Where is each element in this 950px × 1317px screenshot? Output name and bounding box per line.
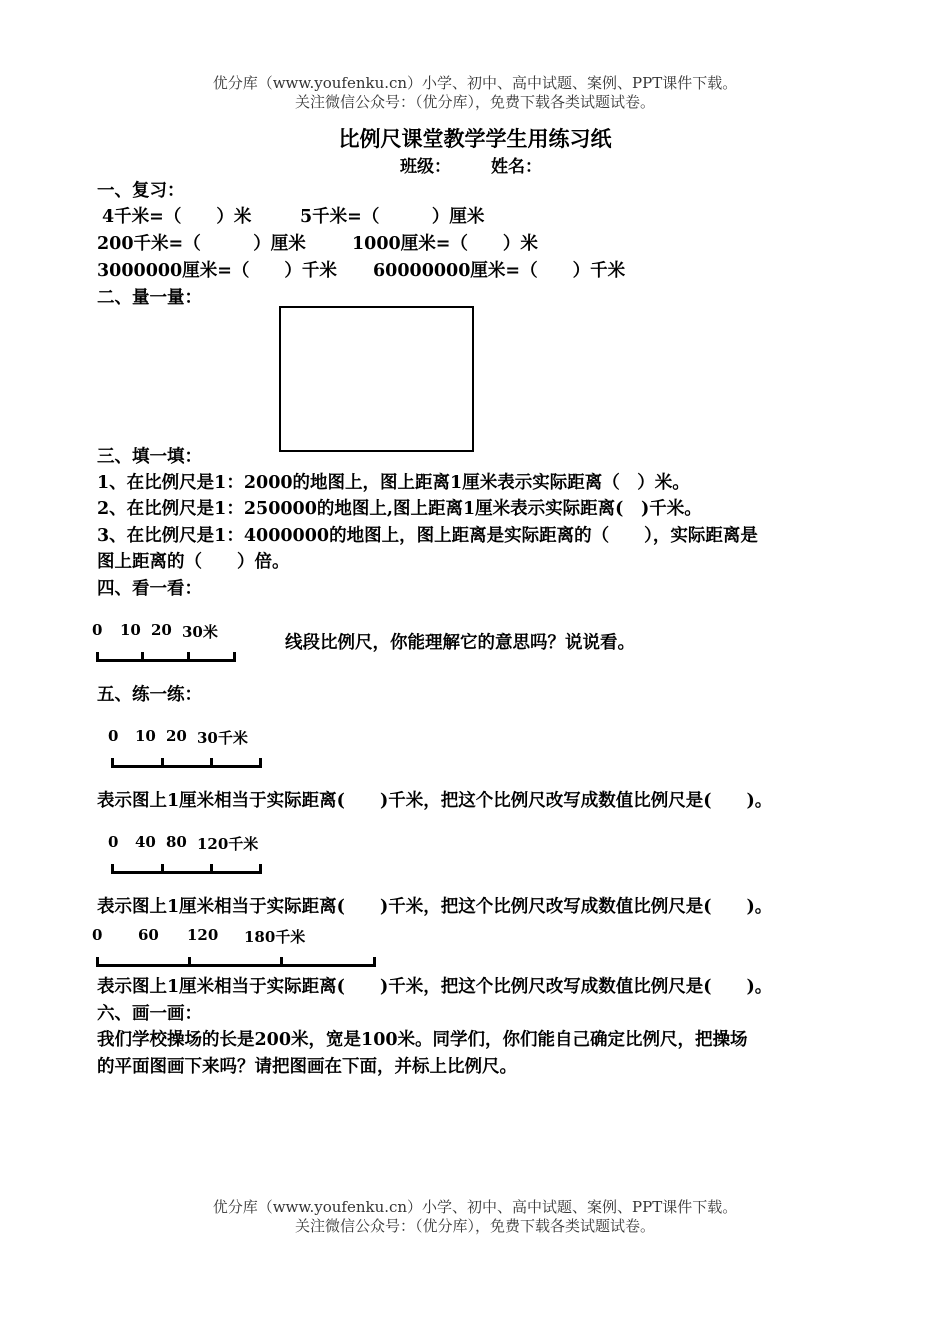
section-1-heading: 一、复习： <box>97 181 185 201</box>
draw-task-line-2: 的平面图画下来吗？请把图画在下面，并标上比例尺。 <box>97 1057 517 1077</box>
header-line-1: 优分库（www.youfenku.cn）小学、初中、高中试题、案例、PPT课件下载。 <box>212 74 738 92</box>
scale-tick-label: 30米 <box>182 623 218 641</box>
practice-question: 表示图上1厘米相当于实际距离( )千米，把这个比例尺改写成数值比例尺是( )。 <box>97 977 773 997</box>
section-2-heading: 二、量一量： <box>97 288 202 308</box>
scale-tick-label: 30千米 <box>197 729 248 747</box>
scale-meaning-question: 线段比例尺，你能理解它的意思吗？说说看。 <box>285 633 635 653</box>
section-4-heading: 四、看一看： <box>97 579 202 599</box>
scale-tick-label: 0 <box>108 833 119 851</box>
scale-tick-label: 10 <box>135 727 156 745</box>
fill-question-2: 2、在比例尺是1：250000的地图上,图上距离1厘米表示实际距离( )千米。 <box>97 499 702 519</box>
scale-tick-label: 40 <box>135 833 156 851</box>
fill-question-3a: 3、在比例尺是1：4000000的地图上，图上距离是实际距离的（ ），实际距离是 <box>97 526 758 546</box>
scale-tick-label: 120千米 <box>197 835 259 853</box>
section-5-heading: 五、练一练： <box>97 685 202 705</box>
section-3-heading: 三、填一填： <box>97 447 202 467</box>
scale-tick-label: 0 <box>92 926 103 944</box>
measure-rectangle <box>279 306 474 452</box>
review-item: 60000000厘米=（ ）千米 <box>373 261 626 281</box>
page-title: 比例尺课堂教学学生用练习纸 <box>338 126 612 151</box>
scale-tick-label: 20 <box>166 727 187 745</box>
footer-line-2: 关注微信公众号：（优分库），免费下载各类试题试卷。 <box>294 1217 655 1235</box>
review-item: 3000000厘米=（ ）千米 <box>97 261 337 281</box>
scale-tick-label: 20 <box>151 621 172 639</box>
scale-tick-label: 0 <box>92 621 103 639</box>
review-item: 1000厘米=（ ）米 <box>352 234 538 254</box>
name-label: 姓名： <box>491 157 542 177</box>
fill-question-1: 1、在比例尺是1：2000的地图上，图上距离1厘米表示实际距离（ ）米。 <box>97 473 690 493</box>
scale-tick-label: 80 <box>166 833 187 851</box>
scale-tick-label: 120 <box>187 926 219 944</box>
draw-task-line-1: 我们学校操场的长是200米，宽是100米。同学们，你们能自己确定比例尺，把操场 <box>97 1030 748 1050</box>
practice-question: 表示图上1厘米相当于实际距离( )千米，把这个比例尺改写成数值比例尺是( )。 <box>97 791 773 811</box>
scale-tick-label: 180千米 <box>244 928 306 946</box>
practice-question: 表示图上1厘米相当于实际距离( )千米，把这个比例尺改写成数值比例尺是( )。 <box>97 897 773 917</box>
class-label: 班级： <box>400 157 451 177</box>
scale-tick-label: 0 <box>108 727 119 745</box>
header-line-2: 关注微信公众号：（优分库），免费下载各类试题试卷。 <box>294 93 655 111</box>
scale-tick-label: 10 <box>120 621 141 639</box>
footer-line-1: 优分库（www.youfenku.cn）小学、初中、高中试题、案例、PPT课件下载。 <box>212 1198 738 1216</box>
review-item: 5千米=（ ）厘米 <box>300 207 485 227</box>
scale-tick-label: 60 <box>138 926 159 944</box>
fill-question-3b: 图上距离的（ ）倍。 <box>97 552 290 572</box>
review-item: 4千米=（ ）米 <box>102 207 252 227</box>
review-item: 200千米=（ ）厘米 <box>97 234 306 254</box>
section-6-heading: 六、画一画： <box>97 1004 202 1024</box>
